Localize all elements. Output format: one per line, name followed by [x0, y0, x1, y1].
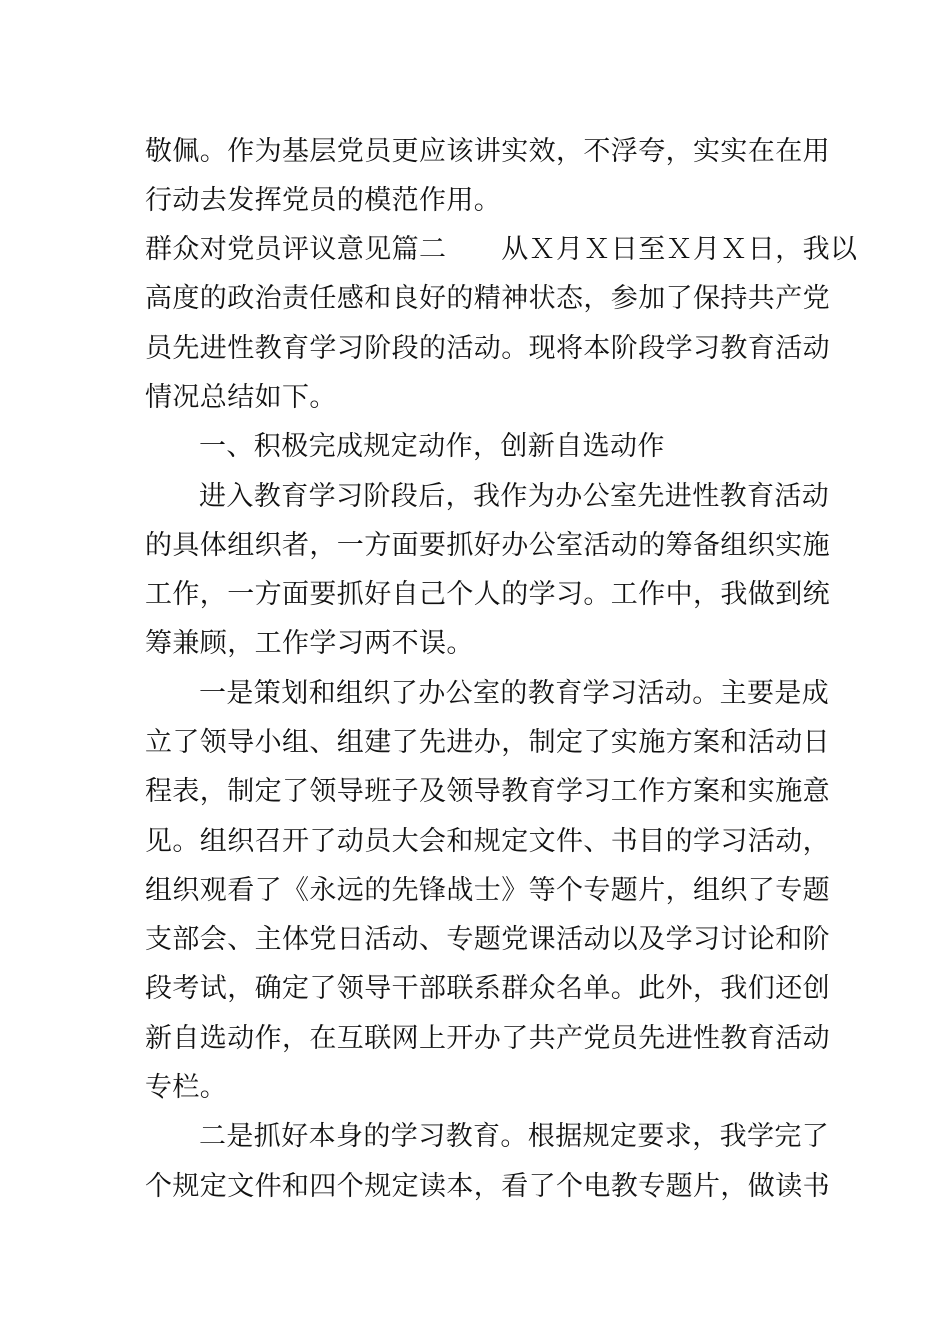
text-line-19: 新自选动作，在互联网上开办了共产党员先进性教育活动	[145, 1023, 830, 1054]
text-line-13: 立了领导小组、组建了先进办，制定了实施方案和活动日	[145, 727, 830, 758]
text-line-12: 一是策划和组织了办公室的教育学习活动。主要是成	[199, 678, 830, 709]
text-line-8: 进入教育学习阶段后，我作为办公室先进性教育活动	[199, 481, 830, 512]
text-line-21: 二是抓好本身的学习教育。根据规定要求，我学完了	[199, 1121, 830, 1152]
text-line-2: 行动去发挥党员的模范作用。	[145, 185, 502, 216]
text-line-18: 段考试，确定了领导干部联系群众名单。此外，我们还创	[145, 973, 830, 1004]
subheading-line: 一、积极完成规定动作，创新自选动作	[199, 431, 665, 462]
text-line-17: 支部会、主体党日活动、专题党课活动以及学习讨论和阶	[145, 924, 830, 955]
text-line-4: 高度的政治责任感和良好的精神状态，参加了保持共产党	[145, 283, 830, 314]
text-line-11: 筹兼顾，工作学习两不误。	[145, 628, 474, 659]
text-line-5: 员先进性教育学习阶段的活动。现将本阶段学习教育活动	[145, 333, 830, 364]
text-line-15: 见。组织召开了动员大会和规定文件、书目的学习活动，	[145, 826, 830, 857]
text-line-10: 工作，一方面要抓好自己个人的学习。工作中，我做到统	[145, 579, 830, 610]
text-line-16: 组织观看了《永远的先锋战士》等个专题片，组织了专题	[145, 875, 830, 906]
text-line-22: 个规定文件和四个规定读本，看了个电教专题片，做读书	[145, 1171, 830, 1202]
text-line-1: 敬佩。作为基层党员更应该讲实效，不浮夸，实实在在用	[145, 136, 830, 167]
text-line-6: 情况总结如下。	[145, 382, 337, 413]
text-line-9: 的具体组织者，一方面要抓好办公室活动的筹备组织实施	[145, 530, 830, 561]
text-line-20: 专栏。	[145, 1072, 228, 1103]
text-line-14: 程表，制定了领导班子及领导教育学习工作方案和实施意	[145, 776, 830, 807]
section-heading-line: 群众对党员评议意见篇二 从Ｘ月Ｘ日至Ｘ月Ｘ日，我以	[145, 234, 858, 265]
